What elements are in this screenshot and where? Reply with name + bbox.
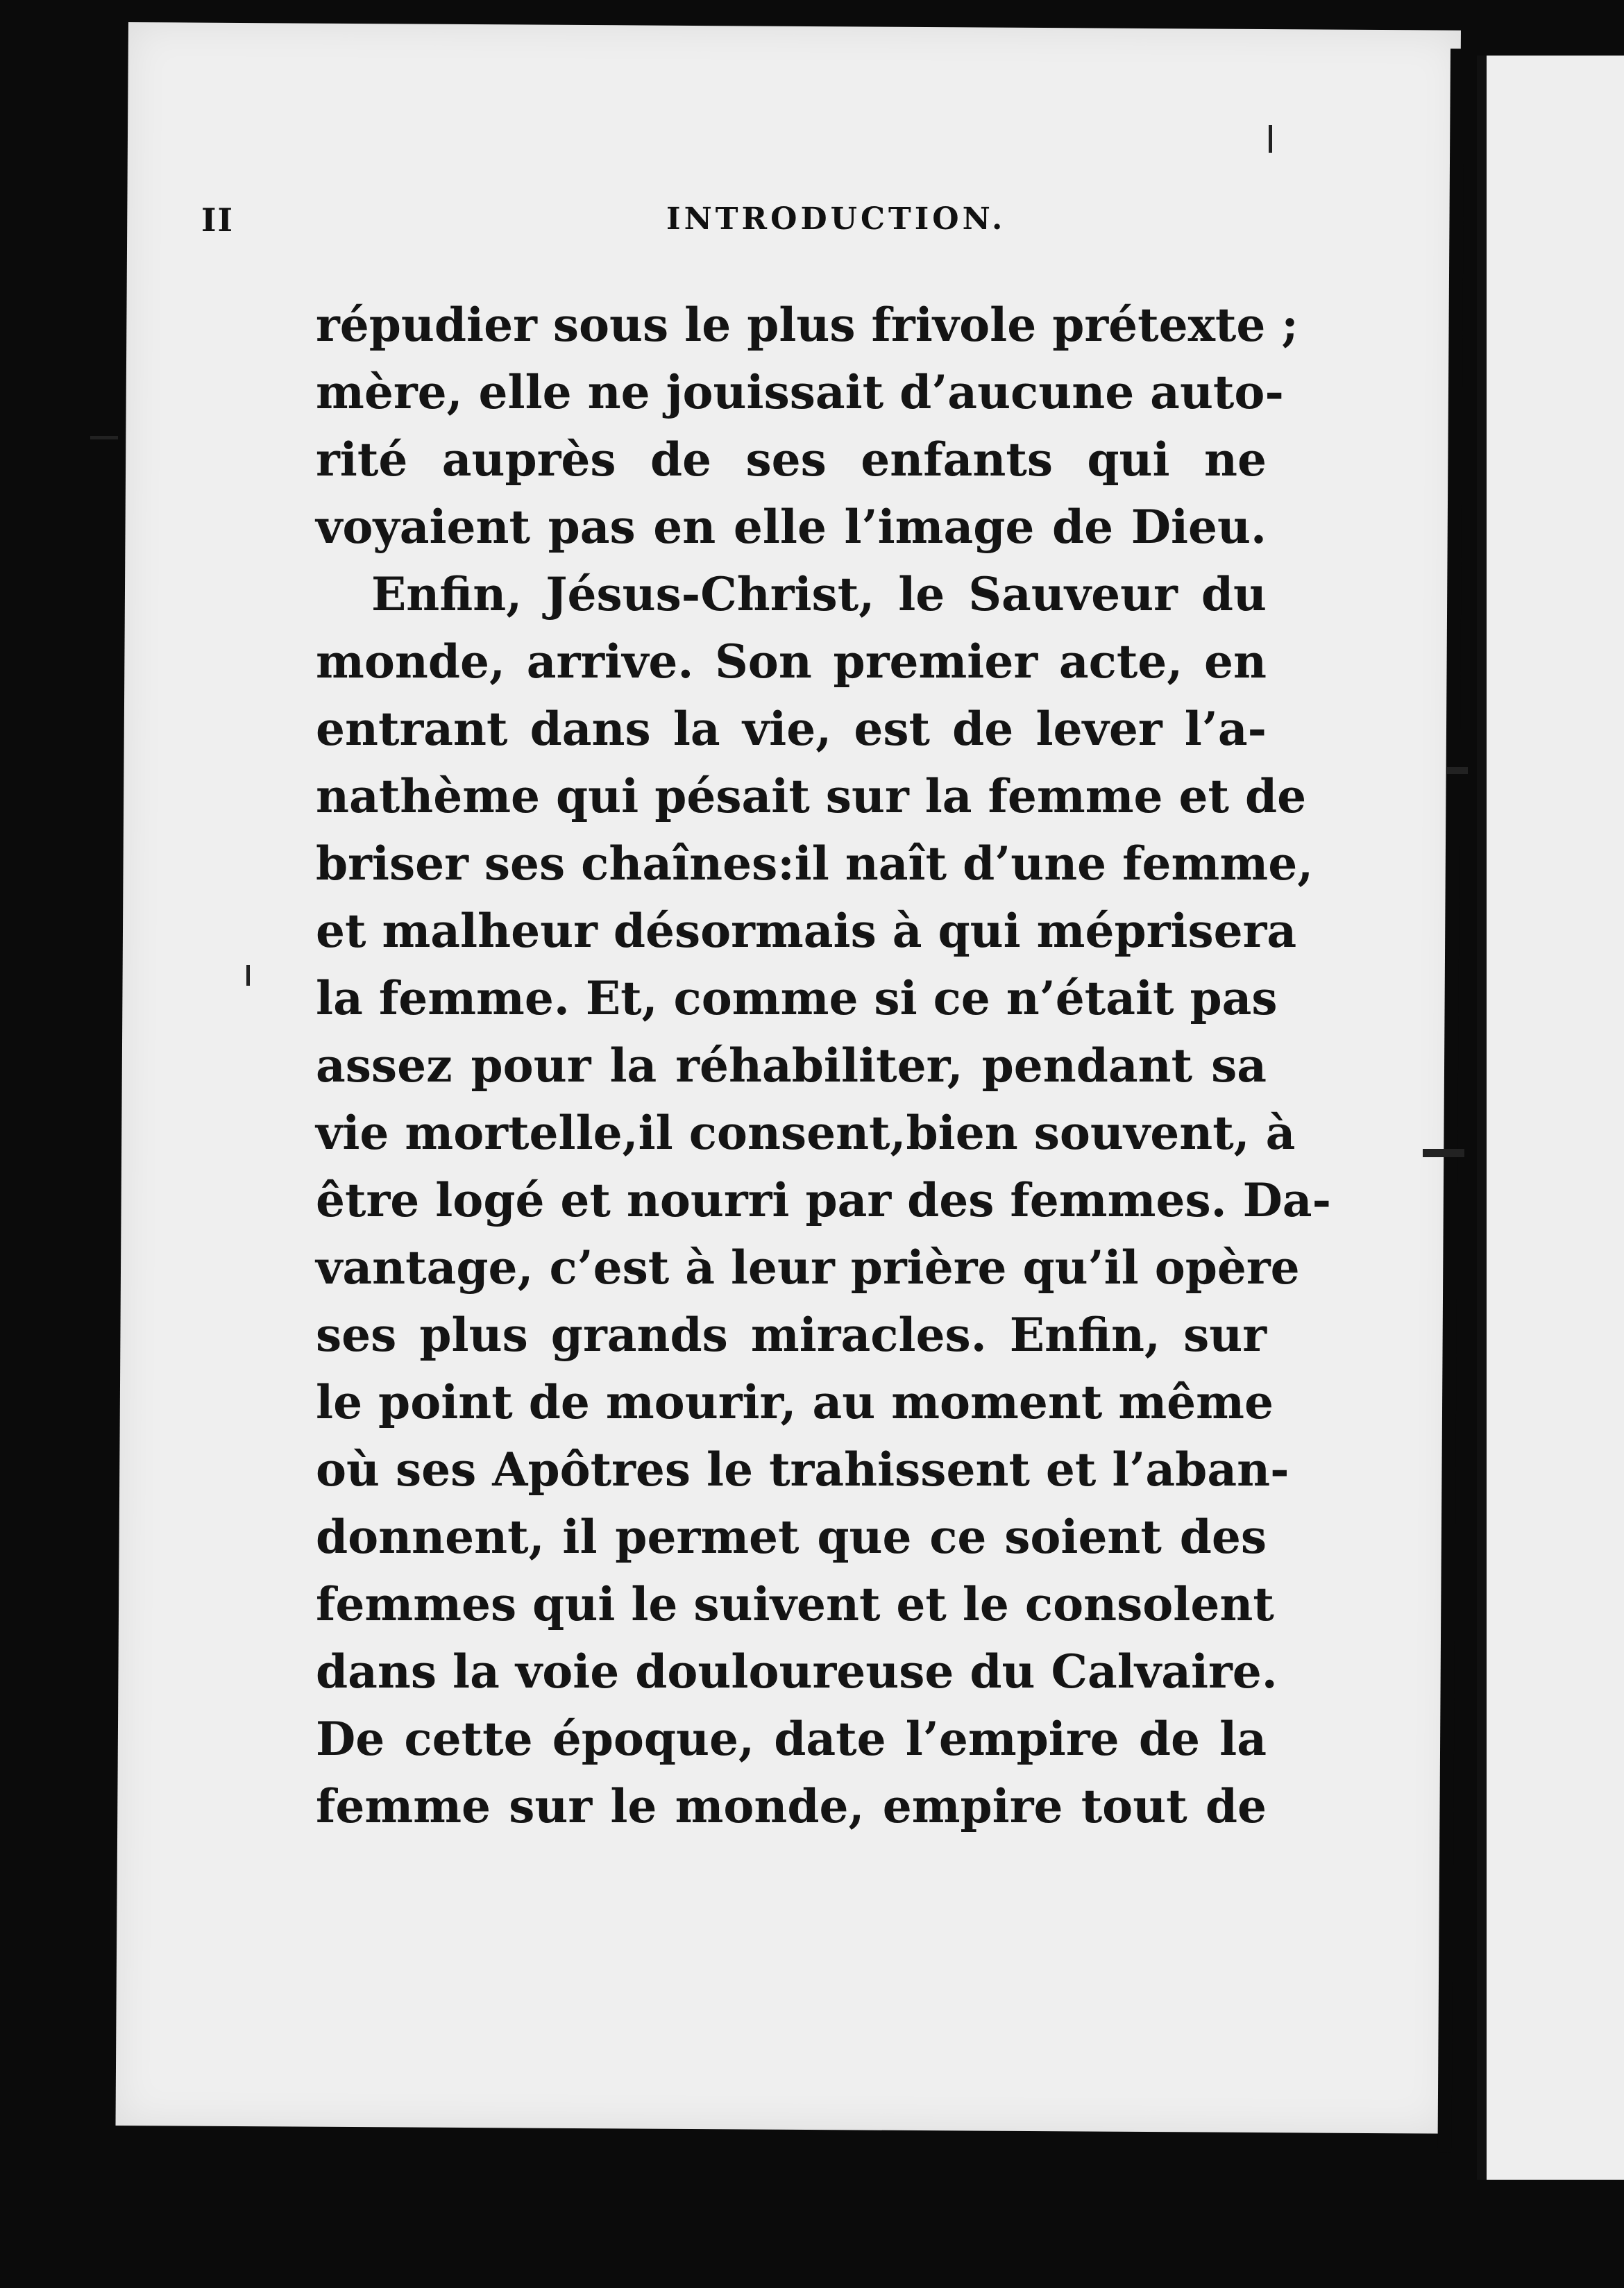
scan-speck (1447, 767, 1468, 774)
text-line: entrant dans la vie, est de lever l’a- (316, 702, 1267, 756)
scan-speck (1423, 1149, 1464, 1157)
text-line: répudier sous le plus frivole prétexte ; (316, 298, 1299, 352)
text-line: monde, arrive. Son premier acte, en (316, 634, 1267, 689)
text-line: briser ses chaînes:il naît d’une femme, (316, 836, 1314, 891)
text-line: nathème qui pésait sur la femme et de (316, 769, 1307, 823)
text-line: De cette époque, date l’empire de la (316, 1712, 1267, 1766)
text-line: Enfin, Jésus-Christ, le Sauveur du (371, 567, 1267, 621)
page-header (201, 201, 1048, 257)
text-line: vantage, c’est à leur prière qu’il opère (316, 1240, 1300, 1295)
body-text (316, 292, 1331, 1840)
text-line: donnent, il permet que ce soient des (316, 1510, 1267, 1564)
text-line: mère, elle ne jouissait d’aucune auto- (316, 365, 1284, 419)
running-head: INTRODUCTION. (666, 201, 1006, 237)
text-line: assez pour la réhabiliter, pendant sa (316, 1038, 1267, 1093)
text-line: ses plus grands miracles. Enfin, sur (316, 1308, 1267, 1362)
text-line: la femme. Et, comme si ce n’était pas (316, 971, 1278, 1025)
scan-speck (246, 965, 250, 986)
page-number: II (201, 201, 235, 239)
text-line: le point de mourir, au moment même (316, 1375, 1274, 1429)
text-line: vie mortelle,il consent,bien souvent, à (316, 1106, 1296, 1160)
text-line: rité auprès de ses enfants qui ne (316, 432, 1267, 487)
text-line: où ses Apôtres le trahissent et l’aban- (316, 1442, 1289, 1497)
text-line: femmes qui le suivent et le consolent (316, 1577, 1274, 1631)
text-line: voyaient pas en elle l’image de Dieu. (316, 500, 1267, 554)
adjacent-page-strip (1477, 56, 1624, 2180)
text-line: être logé et nourri par des femmes. Da- (316, 1173, 1331, 1227)
text-line: et malheur désormais à qui méprisera (316, 904, 1297, 958)
scan-speck (90, 436, 118, 439)
text-line: dans la voie douloureuse du Calvaire. (316, 1644, 1278, 1699)
text-line: femme sur le monde, empire tout de (316, 1779, 1267, 1833)
scan-speck (1269, 125, 1272, 153)
